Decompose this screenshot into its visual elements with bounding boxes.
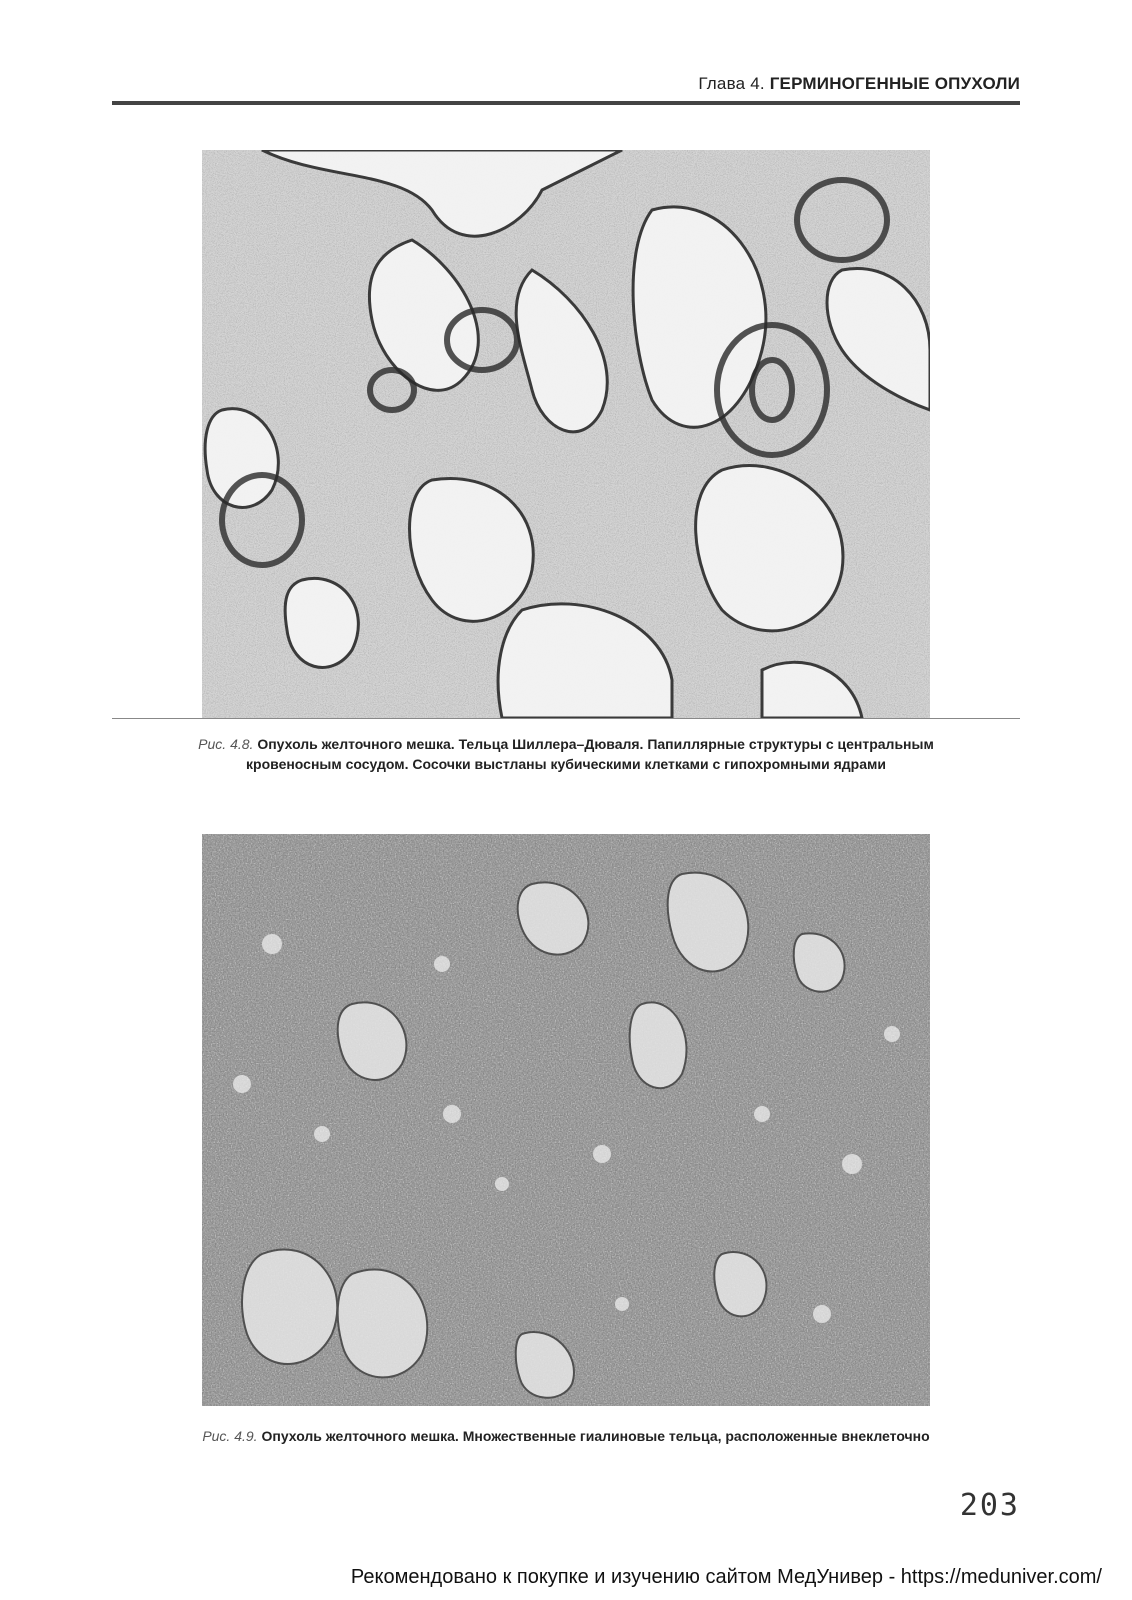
figure-4-9-micrograph xyxy=(202,834,930,1406)
figure-4-8-caption-text: Опухоль желточного мешка. Тельца Шиллера–Дюваля. Папиллярные структуры с центральным кровеносным сосудом. Сосочки выстланы кубическими клетками с гипохромными ядрами xyxy=(246,736,934,772)
header-divider xyxy=(112,101,1020,105)
figure-4-9-caption xyxy=(180,1426,952,1446)
page-number: 203 xyxy=(959,1488,1020,1523)
figure-4-9-caption-text: Опухоль желточного мешка. Множественные гиалиновые тельца, расположенные внеклеточно xyxy=(261,1428,930,1444)
figure-divider xyxy=(112,718,1020,719)
figure-4-8-caption xyxy=(180,734,952,774)
chapter-title: ГЕРМИНОГЕННЫЕ ОПУХОЛИ xyxy=(769,74,1020,93)
figure-4-8-ref: Рис. 4.8. xyxy=(198,736,254,752)
chapter-prefix: Глава 4. xyxy=(698,74,770,93)
figure-4-9-ref: Рис. 4.9. xyxy=(202,1428,258,1444)
footer-note: Рекомендовано к покупке и изучению сайтом МедУнивер - https://meduniver.com/ xyxy=(350,1566,1102,1588)
figure-4-8-micrograph xyxy=(202,150,930,718)
running-header xyxy=(698,74,1020,94)
